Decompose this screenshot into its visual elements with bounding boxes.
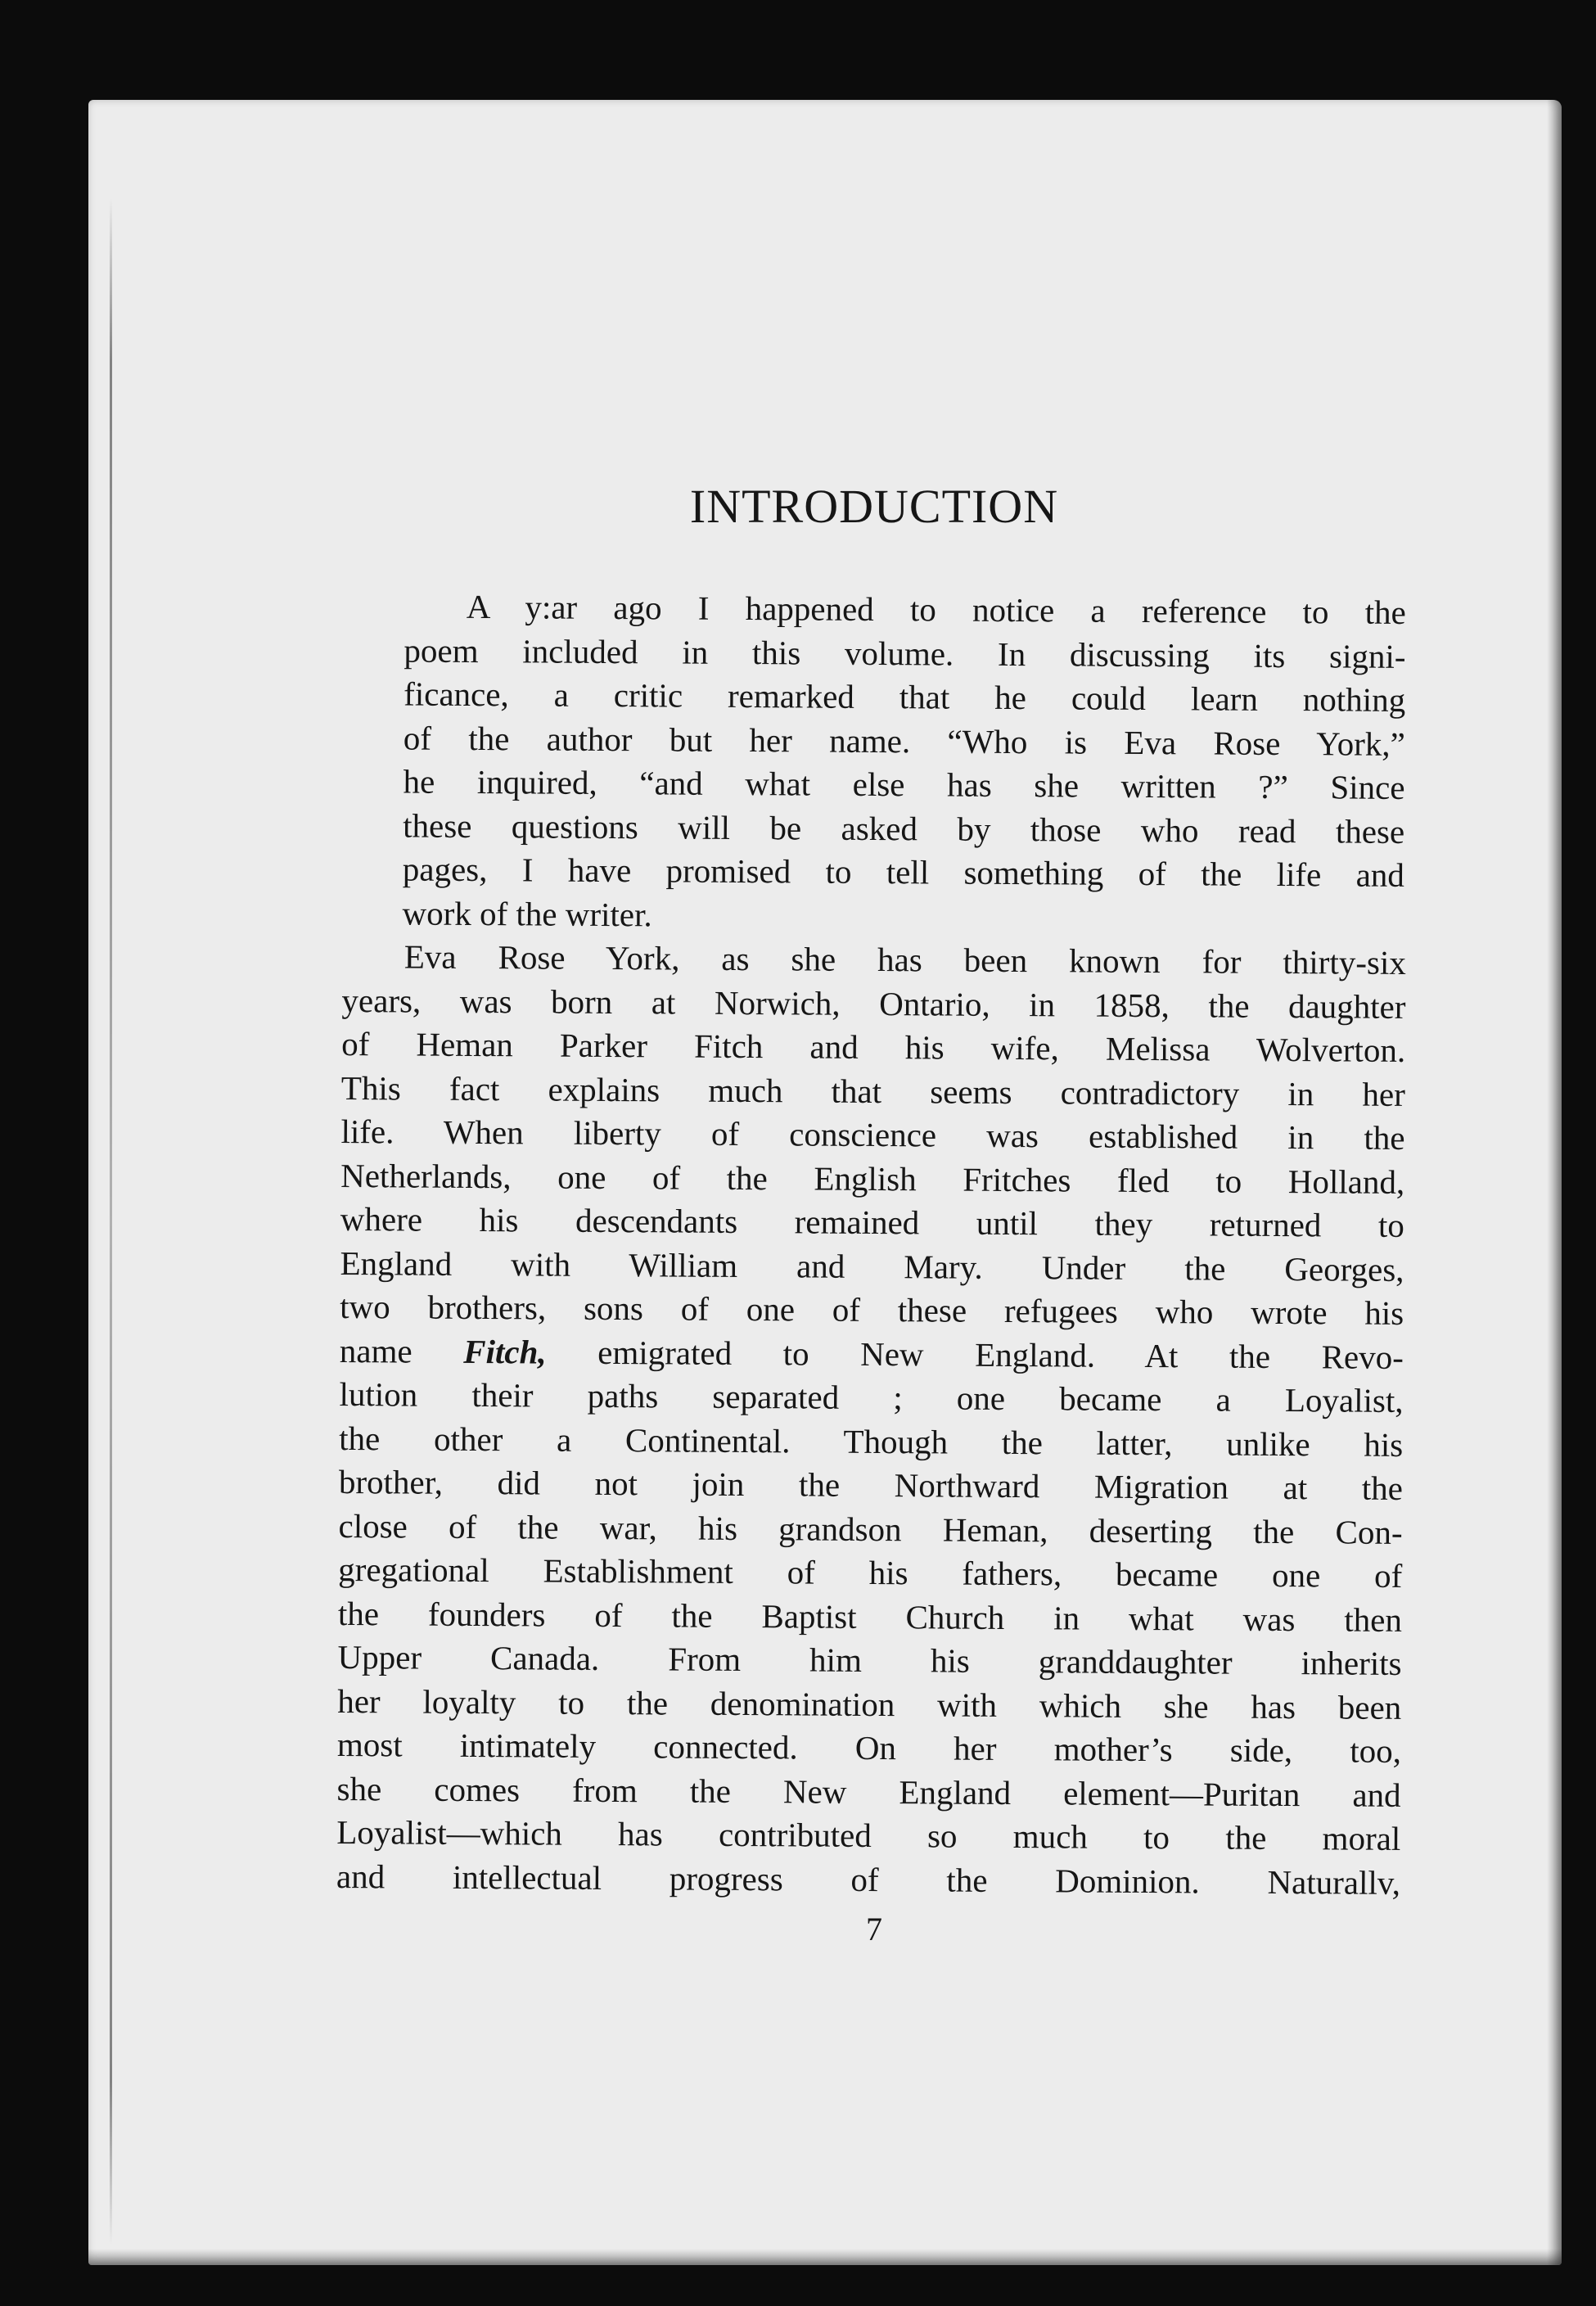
text-line: brother, did not join the Northward Migration at the <box>338 1462 1404 1507</box>
italic-name-fitch: Fitch, <box>463 1332 547 1371</box>
text-line: of the author but her name. “Who is Eva Rose York,” <box>403 718 1405 763</box>
text-line: lution their paths separated ; one became a Loyalist, <box>339 1374 1404 1419</box>
text-line: poem included in this volume. In discussing its signi- <box>404 630 1406 675</box>
text-line: life. When liberty of conscience was established in the <box>340 1112 1405 1157</box>
text-line: pages, I have promised to tell something of the life and <box>402 850 1404 894</box>
text-line: he inquired, “and what else has she written ?” Since <box>403 762 1405 806</box>
text-line: gregational Establishment of his fathers, became one of <box>338 1550 1403 1595</box>
text-fragment: name <box>339 1331 464 1370</box>
text-line: work of the writer. <box>402 893 652 933</box>
page-number: 7 <box>866 1911 882 1947</box>
binding-gutter-line <box>110 198 112 2245</box>
text-line: she comes from the New England element—Puritan and <box>336 1769 1401 1814</box>
text-line: of Heman Parker Fitch and his wife, Melissa Wolverton. <box>341 1024 1406 1069</box>
text-line-with-italic <box>340 1329 1404 1379</box>
text-line: Eva Rose York, as she has been known for thirty-six <box>404 937 1406 982</box>
text-line: where his descendants remained until they returned to <box>340 1199 1404 1244</box>
text-block <box>336 479 1406 1948</box>
text-line: Loyalist—which has contributed so much to the moral <box>336 1812 1401 1857</box>
text-line: most intimately connected. On her mother’s side, too, <box>336 1725 1402 1770</box>
text-line: her loyalty to the denomination with which she has been <box>337 1681 1402 1726</box>
paragraph-1 <box>340 584 1406 941</box>
text-line: This fact explains much that seems contradictory in her <box>340 1068 1405 1113</box>
text-line: Netherlands, one of the English Fritches fled to Holland, <box>340 1156 1405 1201</box>
text-line: England with William and Mary. Under the Georges, <box>340 1243 1404 1288</box>
text-line: Upper Canada. From him his granddaughter inherits <box>337 1637 1402 1682</box>
text-line: years, was born at Norwich, Ontario, in 1858, the daughter <box>341 981 1406 1026</box>
text-line: the other a Continental. Though the latter, unlike his <box>339 1419 1404 1464</box>
text-line: close of the war, his grandson Heman, deserting the Con- <box>338 1506 1403 1551</box>
text-line: two brothers, sons of one of these refugees who wrote his <box>340 1287 1404 1332</box>
page-right-edge-shadow <box>1547 100 1562 2265</box>
text-line: ficance, a critic remarked that he could learn nothing <box>404 675 1406 719</box>
text-line: these questions will be asked by those who read these <box>403 806 1405 851</box>
page-title: INTRODUCTION <box>689 480 1059 533</box>
text-line: the founders of the Baptist Church in what was then <box>337 1594 1403 1639</box>
text-fragment: emigrated to New England. At the Revo- <box>546 1333 1404 1376</box>
page-bottom-edge-shadow <box>88 2249 1562 2265</box>
text-line: A y:ar ago I happened to notice a reference to the <box>466 587 1406 631</box>
text-line: and intellectual progress of the Dominion. Naturallv, <box>336 1857 1401 1902</box>
paragraph-2 <box>336 935 1406 1905</box>
